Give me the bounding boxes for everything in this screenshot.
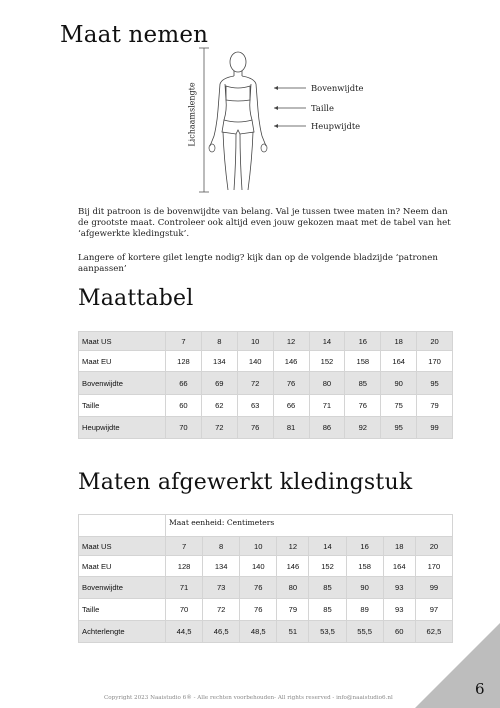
table-cell: 70 (166, 599, 203, 621)
table-cell: 60 (383, 621, 415, 643)
table-cell: 10 (240, 537, 277, 556)
table-cell: 134 (203, 556, 240, 577)
table-cell: 20 (415, 537, 452, 556)
table-cell: 73 (203, 577, 240, 599)
table-cell: 60 (166, 395, 202, 417)
table-cell: 95 (417, 372, 453, 395)
note-line: Langere of kortere gilet lengte nodig? kijk dan op de volgende bladzijde ‘patronen (78, 253, 438, 263)
table-cell: 10 (237, 332, 273, 351)
table-cell: 76 (273, 372, 309, 395)
unit-note: Maat eenheid: Centimeters (166, 515, 453, 537)
table-cell: 72 (201, 417, 237, 439)
table-cell: 63 (237, 395, 273, 417)
table-cell (79, 515, 166, 537)
table-row (79, 621, 453, 643)
table-row (79, 351, 453, 372)
table-cell: 134 (201, 351, 237, 372)
table-cell: 12 (273, 332, 309, 351)
table-cell: 62 (201, 395, 237, 417)
label-taille: Taille (311, 103, 334, 113)
table-cell: 86 (309, 417, 345, 439)
section-title-maat-nemen: Maat nemen (60, 22, 209, 48)
body-figure-illustration (180, 40, 370, 200)
table-cell: 18 (381, 332, 417, 351)
table-cell: 158 (345, 351, 381, 372)
table-cell: 89 (346, 599, 383, 621)
table-cell: 18 (383, 537, 415, 556)
table-cell: 55,5 (346, 621, 383, 643)
table-cell: 48,5 (240, 621, 277, 643)
table-cell: 81 (273, 417, 309, 439)
table-cell: 93 (383, 577, 415, 599)
table-cell: 66 (273, 395, 309, 417)
intro-line: ‘afgewerkte kledingstuk’. (78, 229, 190, 240)
table-cell: 95 (381, 417, 417, 439)
table-cell: 140 (237, 351, 273, 372)
row-label: Maat US (79, 537, 166, 556)
table-cell: 99 (417, 417, 453, 439)
maattabel-table (78, 331, 453, 439)
table-cell: 152 (309, 556, 346, 577)
table-cell: 14 (309, 537, 346, 556)
footer-copyright: Copyright 2023 Naaistudio 6® - Alle rechten voorbehouden- All rights reserved - info@naaistudio6.nl (104, 695, 393, 701)
table-cell: 170 (415, 556, 452, 577)
table-cell: 76 (237, 417, 273, 439)
section-title-afgewerkt: Maten afgewerkt kledingstuk (78, 470, 413, 495)
table-row (79, 332, 453, 351)
row-label: Taille (79, 599, 166, 621)
table-cell: 7 (166, 537, 203, 556)
table-cell: 158 (346, 556, 383, 577)
table-row (79, 537, 453, 556)
table-cell: 70 (166, 417, 202, 439)
row-label: Maat EU (79, 351, 166, 372)
table-cell: 76 (240, 577, 277, 599)
table-cell: 46,5 (203, 621, 240, 643)
table-cell: 79 (277, 599, 309, 621)
table-cell: 146 (277, 556, 309, 577)
table-cell: 140 (240, 556, 277, 577)
table-cell: 99 (415, 577, 452, 599)
table-cell: 80 (309, 372, 345, 395)
table-cell: 128 (166, 556, 203, 577)
table-cell: 20 (417, 332, 453, 351)
length-note-paragraph (78, 253, 458, 275)
table-cell: 85 (309, 577, 346, 599)
table-cell: 14 (309, 332, 345, 351)
table-cell: 80 (277, 577, 309, 599)
table-cell: 62,5 (415, 621, 452, 643)
table-row (79, 599, 453, 621)
row-label: Bovenwijdte (79, 577, 166, 599)
table-cell: 93 (383, 599, 415, 621)
row-label: Achterlengte (79, 621, 166, 643)
table-cell: 79 (417, 395, 453, 417)
label-heupwijdte: Heupwijdte (311, 121, 361, 131)
table-cell: 76 (240, 599, 277, 621)
table-cell: 51 (277, 621, 309, 643)
label-bovenwijdte: Bovenwijdte (311, 83, 364, 93)
table-cell: 92 (345, 417, 381, 439)
row-label: Taille (79, 395, 166, 417)
table-cell: 90 (346, 577, 383, 599)
intro-paragraph (78, 207, 458, 241)
table-row (79, 556, 453, 577)
body-measurement-figure (180, 40, 370, 200)
table-cell: 66 (166, 372, 202, 395)
table-cell: 90 (381, 372, 417, 395)
table-row (79, 395, 453, 417)
table-cell: 85 (345, 372, 381, 395)
table-cell: 85 (309, 599, 346, 621)
table-cell: 164 (383, 556, 415, 577)
table-row (79, 372, 453, 395)
table-row (79, 515, 453, 537)
label-lichaamslengte: Lichaamslengte (187, 82, 197, 147)
table-cell: 16 (346, 537, 383, 556)
table-row (79, 577, 453, 599)
table-cell: 44,5 (166, 621, 203, 643)
table-cell: 128 (166, 351, 202, 372)
table-cell: 146 (273, 351, 309, 372)
table-cell: 69 (201, 372, 237, 395)
afgewerkt-table (78, 514, 453, 643)
note-line: aanpassen’ (78, 264, 127, 275)
table-cell: 97 (415, 599, 452, 621)
intro-line: de grootste maat. Controleer ook altijd even jouw gekozen maat met de tabel van het (78, 218, 451, 229)
table-cell: 53,5 (309, 621, 346, 643)
table-cell: 164 (381, 351, 417, 372)
table-cell: 152 (309, 351, 345, 372)
table-cell: 72 (203, 599, 240, 621)
table-cell: 170 (417, 351, 453, 372)
intro-line: Bij dit patroon is de bovenwijdte van belang. Val je tussen twee maten in? Neem dan (78, 207, 448, 217)
row-label: Maat US (79, 332, 166, 351)
table-row (79, 417, 453, 439)
table-cell: 75 (381, 395, 417, 417)
row-label: Maat EU (79, 556, 166, 577)
table-cell: 76 (345, 395, 381, 417)
table-cell: 7 (166, 332, 202, 351)
table-cell: 12 (277, 537, 309, 556)
table-cell: 8 (203, 537, 240, 556)
page-corner-triangle (415, 623, 500, 708)
page-number: 6 (475, 680, 485, 698)
table-cell: 8 (201, 332, 237, 351)
row-label: Heupwijdte (79, 417, 166, 439)
table-cell: 72 (237, 372, 273, 395)
section-title-maattabel: Maattabel (78, 286, 194, 311)
row-label: Bovenwijdte (79, 372, 166, 395)
table-cell: 71 (309, 395, 345, 417)
table-cell: 71 (166, 577, 203, 599)
table-cell: 16 (345, 332, 381, 351)
